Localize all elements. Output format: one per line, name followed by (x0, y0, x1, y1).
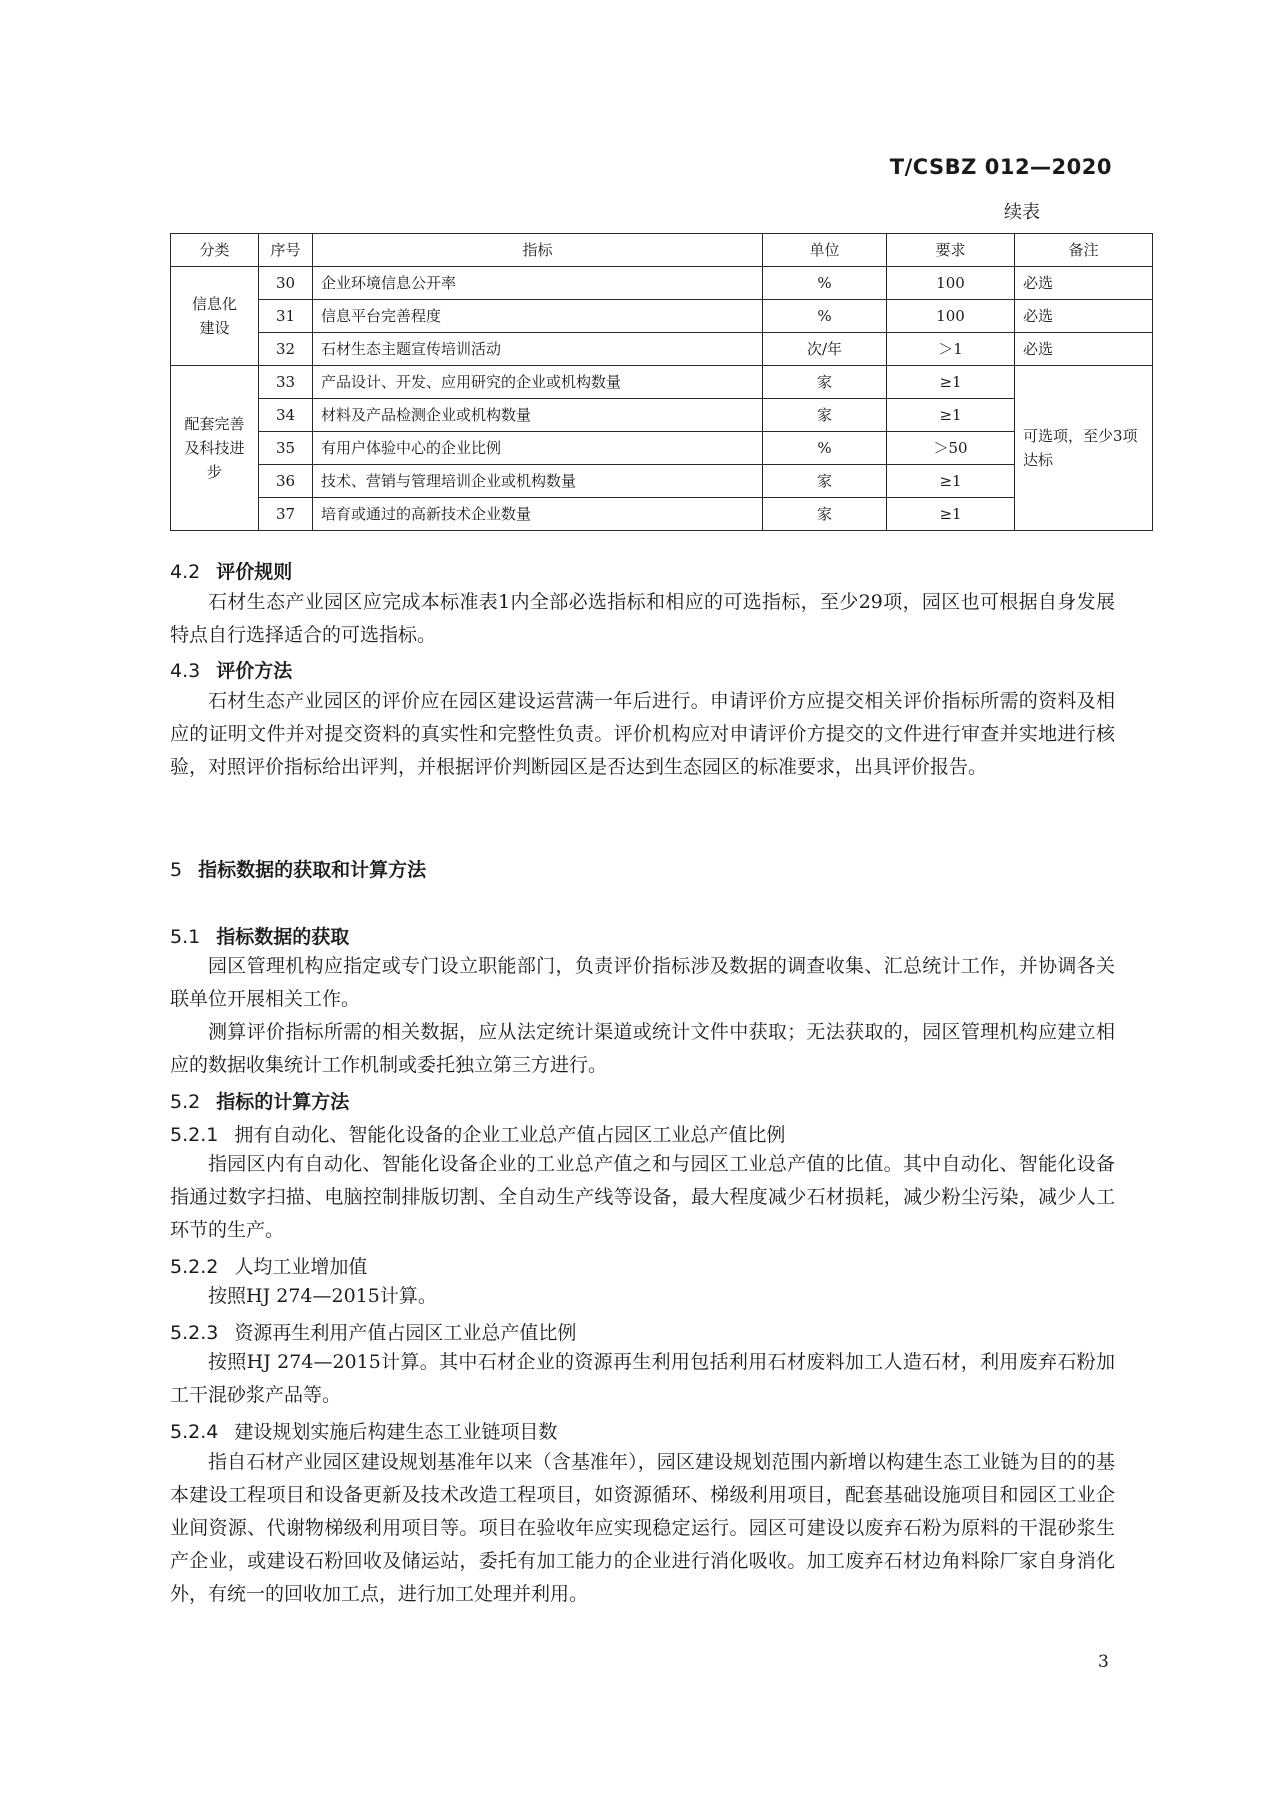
row-requirement: ＞1 (887, 333, 1015, 366)
table-row (171, 465, 1153, 498)
row-number: 31 (259, 300, 313, 333)
row-unit: 家 (763, 399, 887, 432)
row-indicator: 企业环境信息公开率 (313, 267, 763, 300)
row-indicator: 技术、营销与管理培训企业或机构数量 (313, 465, 763, 498)
paragraph-4-2: 石材生态产业园区应完成本标准表1内全部必选指标和相应的可选指标，至少29项，园区也可根据自身发展特点自行选择适合的可选指标。 (170, 591, 1115, 646)
table-header-row (171, 234, 1153, 267)
paragraph-5-1-b: 测算评价指标所需的相关数据，应从法定统计渠道或统计文件中获取；无法获取的，园区管理机构应建立相应的数据收集统计工作机制或委托独立第三方进行。 (170, 1021, 1115, 1076)
row-number: 37 (259, 498, 313, 531)
row-indicator: 材料及产品检测企业或机构数量 (313, 399, 763, 432)
heading-5-2: 5.2 指标的计算方法 (170, 1091, 350, 1113)
row-indicator: 产品设计、开发、应用研究的企业或机构数量 (313, 366, 763, 399)
heading-5-2-2: 5.2.2 人均工业增加值 (170, 1256, 368, 1278)
row-number: 35 (259, 432, 313, 465)
paragraph-5-2-3: 按照HJ 274—2015计算。其中石材企业的资源再生利用包括利用石材废料加工人造石材，利用废弃石粉加工干混砂浆产品等。 (170, 1351, 1115, 1406)
row-requirement: ≥1 (887, 465, 1015, 498)
paragraph-5-2-2: 按照HJ 274—2015计算。 (208, 1285, 437, 1307)
col-header-remark: 备注 (1015, 234, 1153, 267)
paragraph-4-3: 石材生态产业园区的评价应在园区建设运营满一年后进行。申请评价方应提交相关评价指标所需的资料及相应的证明文件并对提交资料的真实性和完整性负责。评价机构应对申请评价方提交的文件进行审查并实地进行核验，对照评价指标给出评判，并根据评价判断园区是否达到生态园区的标准要求，出具评价报告。 (170, 690, 1115, 778)
row-unit: 家 (763, 465, 887, 498)
row-number: 36 (259, 465, 313, 498)
heading-5-1: 5.1 指标数据的获取 (170, 926, 350, 948)
table-row (171, 399, 1153, 432)
continued-table-label: 续表 (1004, 202, 1040, 223)
page-number: 3 (1098, 1652, 1109, 1672)
row-number: 34 (259, 399, 313, 432)
standard-code: T/CSBZ 012—2020 (889, 155, 1112, 179)
row-number: 32 (259, 333, 313, 366)
row-requirement: ≥1 (887, 399, 1015, 432)
col-header-unit: 单位 (763, 234, 887, 267)
row-requirement: ＞50 (887, 432, 1015, 465)
table-row (171, 267, 1153, 300)
table-row (171, 498, 1153, 531)
row-indicator: 石材生态主题宣传培训活动 (313, 333, 763, 366)
row-number: 33 (259, 366, 313, 399)
category-support-tech: 配套完善及科技进步 (171, 366, 259, 531)
heading-5: 5 指标数据的获取和计算方法 (170, 859, 427, 881)
row-requirement: 100 (887, 267, 1015, 300)
row-requirement: ≥1 (887, 498, 1015, 531)
row-unit: % (763, 267, 887, 300)
row-unit: 家 (763, 498, 887, 531)
heading-5-2-4: 5.2.4 建设规划实施后构建生态工业链项目数 (170, 1421, 558, 1443)
row-unit: 次/年 (763, 333, 887, 366)
heading-5-2-1: 5.2.1 拥有自动化、智能化设备的企业工业总产值占园区工业总产值比例 (170, 1124, 786, 1146)
heading-5-2-3: 5.2.3 资源再生利用产值占园区工业总产值比例 (170, 1322, 577, 1344)
group-remark: 可选项，至少3项达标 (1015, 366, 1153, 531)
row-requirement: ≥1 (887, 366, 1015, 399)
col-header-number: 序号 (259, 234, 313, 267)
row-indicator: 培育或通过的高新技术企业数量 (313, 498, 763, 531)
row-remark: 必选 (1015, 300, 1153, 333)
row-unit: 家 (763, 366, 887, 399)
category-informatization: 信息化建设 (171, 267, 259, 366)
table-row (171, 366, 1153, 399)
table-row (171, 432, 1153, 465)
row-remark: 必选 (1015, 333, 1153, 366)
heading-4-2: 4.2 评价规则 (170, 561, 293, 583)
row-unit: % (763, 432, 887, 465)
paragraph-5-1-a: 园区管理机构应指定或专门设立职能部门，负责评价指标涉及数据的调查收集、汇总统计工作，并协调各关联单位开展相关工作。 (170, 955, 1115, 1010)
row-remark: 必选 (1015, 267, 1153, 300)
indicator-table (170, 233, 1153, 531)
table-row (171, 333, 1153, 366)
row-unit: % (763, 300, 887, 333)
row-requirement: 100 (887, 300, 1015, 333)
col-header-requirement: 要求 (887, 234, 1015, 267)
row-number: 30 (259, 267, 313, 300)
row-indicator: 有用户体验中心的企业比例 (313, 432, 763, 465)
paragraph-5-2-1: 指园区内有自动化、智能化设备企业的工业总产值之和与园区工业总产值的比值。其中自动化、智能化设备指通过数字扫描、电脑控制排版切割、全自动生产线等设备，最大程度减少石材损耗，减少粉尘污染，减少人工环节的生产。 (170, 1153, 1115, 1241)
col-header-indicator: 指标 (313, 234, 763, 267)
row-indicator: 信息平台完善程度 (313, 300, 763, 333)
paragraph-5-2-4: 指自石材产业园区建设规划基准年以来（含基准年），园区建设规划范围内新增以构建生态工业链为目的的基本建设工程项目和设备更新及技术改造工程项目，如资源循环、梯级利用项目，配套基础设施项目和园区工业企业间资源、代谢物梯级利用项目等。项目在验收年应实现稳定运行。园区可建设以废弃石粉为原料的干混砂浆生产企业，或建设石粉回收及储运站，委托有加工能力的企业进行消化吸收。加工废弃石材边角料除厂家自身消化外，有统一的回收加工点，进行加工处理并利用。 (170, 1451, 1115, 1605)
heading-4-3: 4.3 评价方法 (170, 660, 293, 682)
table-row (171, 300, 1153, 333)
col-header-category: 分类 (171, 234, 259, 267)
